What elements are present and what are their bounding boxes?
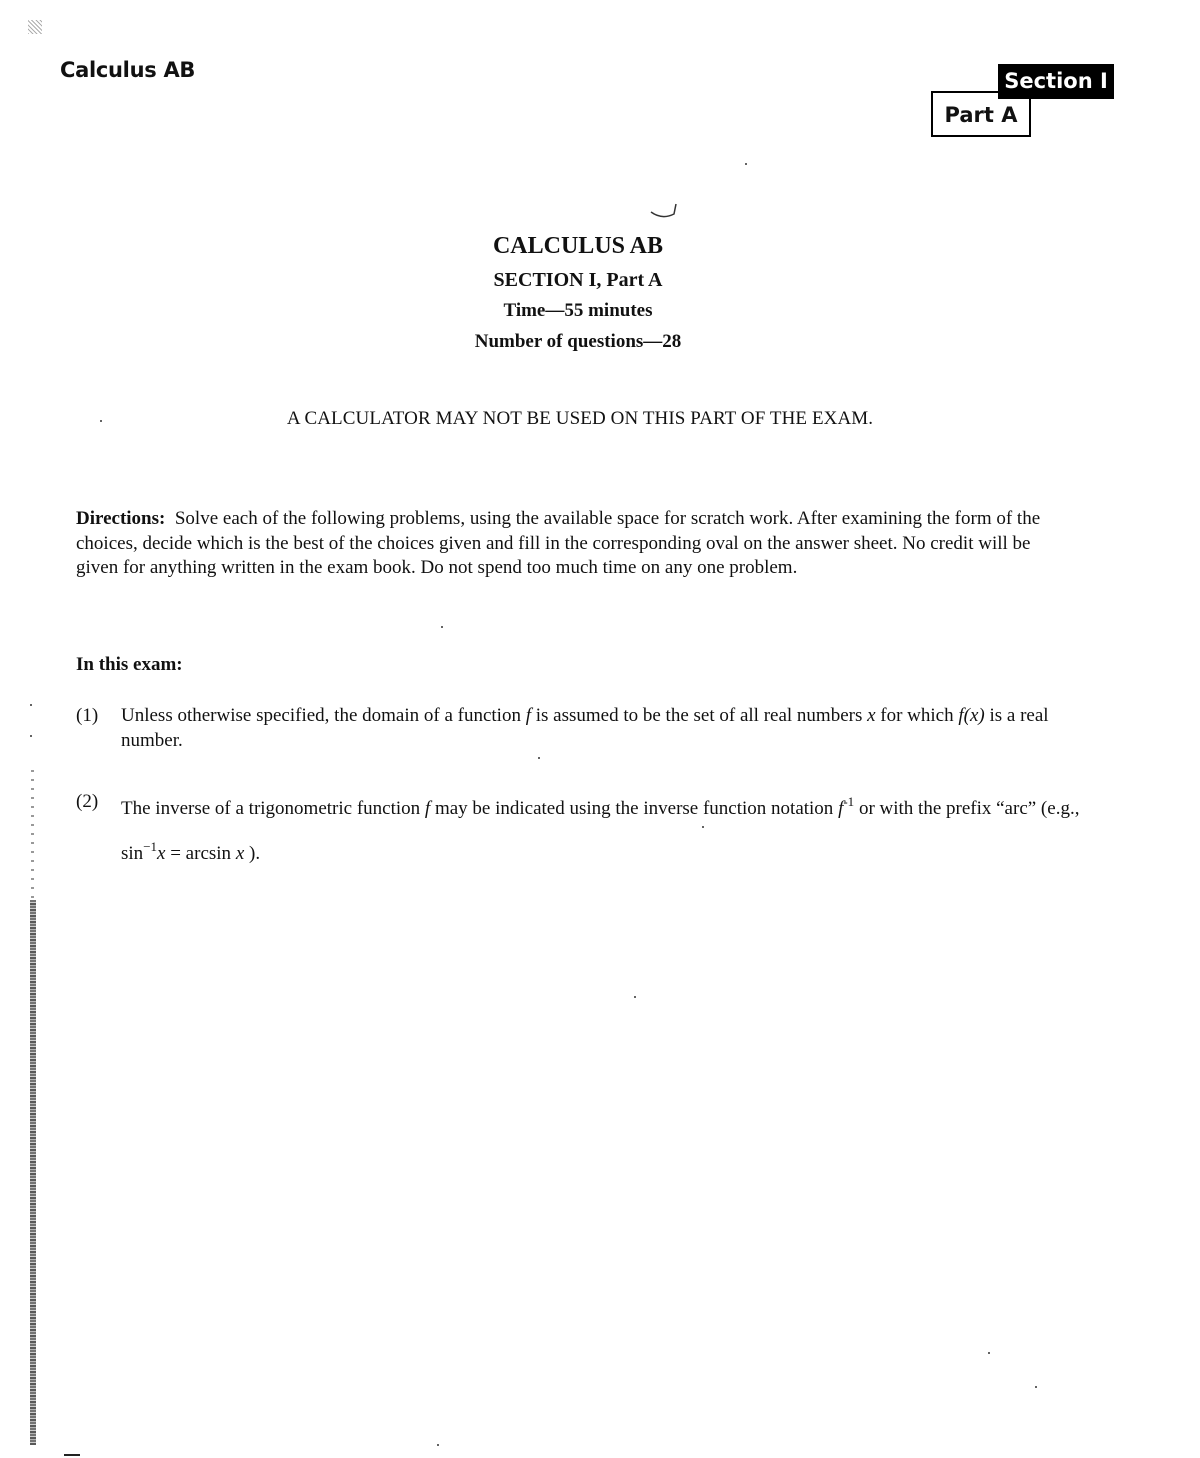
item-text-fragment: is assumed to be the set of all real numbers	[530, 705, 868, 726]
scan-speck	[30, 735, 32, 737]
scan-mark-stroke	[648, 198, 680, 222]
item-text	[121, 783, 1086, 873]
directions-lead: Directions:	[76, 508, 166, 529]
binding-perforation	[31, 770, 34, 900]
page-title: CALCULUS AB	[492, 233, 664, 259]
item-text	[121, 703, 1086, 753]
running-head: Calculus AB	[60, 58, 196, 82]
scan-speck	[634, 996, 636, 998]
item-number: (1)	[76, 705, 99, 726]
calculator-notice: A CALCULATOR MAY NOT BE USED ON THIS PART OF THE EXAM.	[286, 408, 874, 429]
scan-speck	[1035, 1386, 1037, 1388]
scan-speck	[441, 626, 443, 628]
item-text-fragment: ).	[244, 843, 261, 864]
section-badge: Section I	[998, 64, 1114, 99]
scan-speck	[100, 420, 102, 422]
question-count: Number of questions—28	[474, 331, 682, 352]
math-symbol: x	[235, 843, 245, 864]
directions-body: Solve each of the following problems, using the available space for scratch work. After examining the form of the choices, decide which is the best of the choices given and fill in the corresponding oval on the answer sheet. No credit will be given for anything written in the exam book. Do not spend too much time on any one problem.	[76, 508, 1041, 578]
item-text-fragment: for which	[875, 705, 959, 726]
scan-speck	[988, 1352, 990, 1354]
time-limit: Time—55 minutes	[503, 300, 653, 321]
math-symbol: x	[157, 843, 166, 864]
item-text-fragment: The inverse of a trigonometric function	[121, 798, 425, 819]
scan-speck	[437, 1444, 439, 1446]
scan-speck	[745, 163, 747, 165]
item-text-fragment: = arcsin	[165, 843, 236, 864]
scan-speck	[30, 704, 32, 706]
math-symbol: f	[838, 798, 844, 819]
item-text-fragment: or with the prefix “arc” (e.g., sin	[121, 798, 1080, 864]
math-symbol: f	[424, 798, 431, 819]
scan-speck	[538, 757, 540, 759]
item-number: (2)	[76, 791, 99, 812]
math-expression: f(x)	[958, 705, 985, 726]
page-corner-mark	[64, 1454, 80, 1456]
scan-artifact	[28, 20, 42, 34]
binding-edge	[30, 900, 36, 1445]
math-exponent: −1	[143, 839, 158, 854]
math-symbol: f	[525, 705, 531, 726]
section-subtitle: SECTION I, Part A	[493, 269, 663, 291]
directions-paragraph	[76, 507, 1076, 581]
exam-notes-heading: In this exam:	[76, 654, 183, 675]
part-label-box: Part A	[931, 91, 1031, 137]
item-text-fragment: may be indicated using the inverse function notation	[430, 798, 839, 819]
item-text-fragment: Unless otherwise specified, the domain of a function	[121, 705, 526, 726]
math-exponent: -1	[843, 794, 855, 809]
item-text-fragment: is a real number.	[121, 705, 1049, 751]
math-symbol: x	[867, 705, 876, 726]
